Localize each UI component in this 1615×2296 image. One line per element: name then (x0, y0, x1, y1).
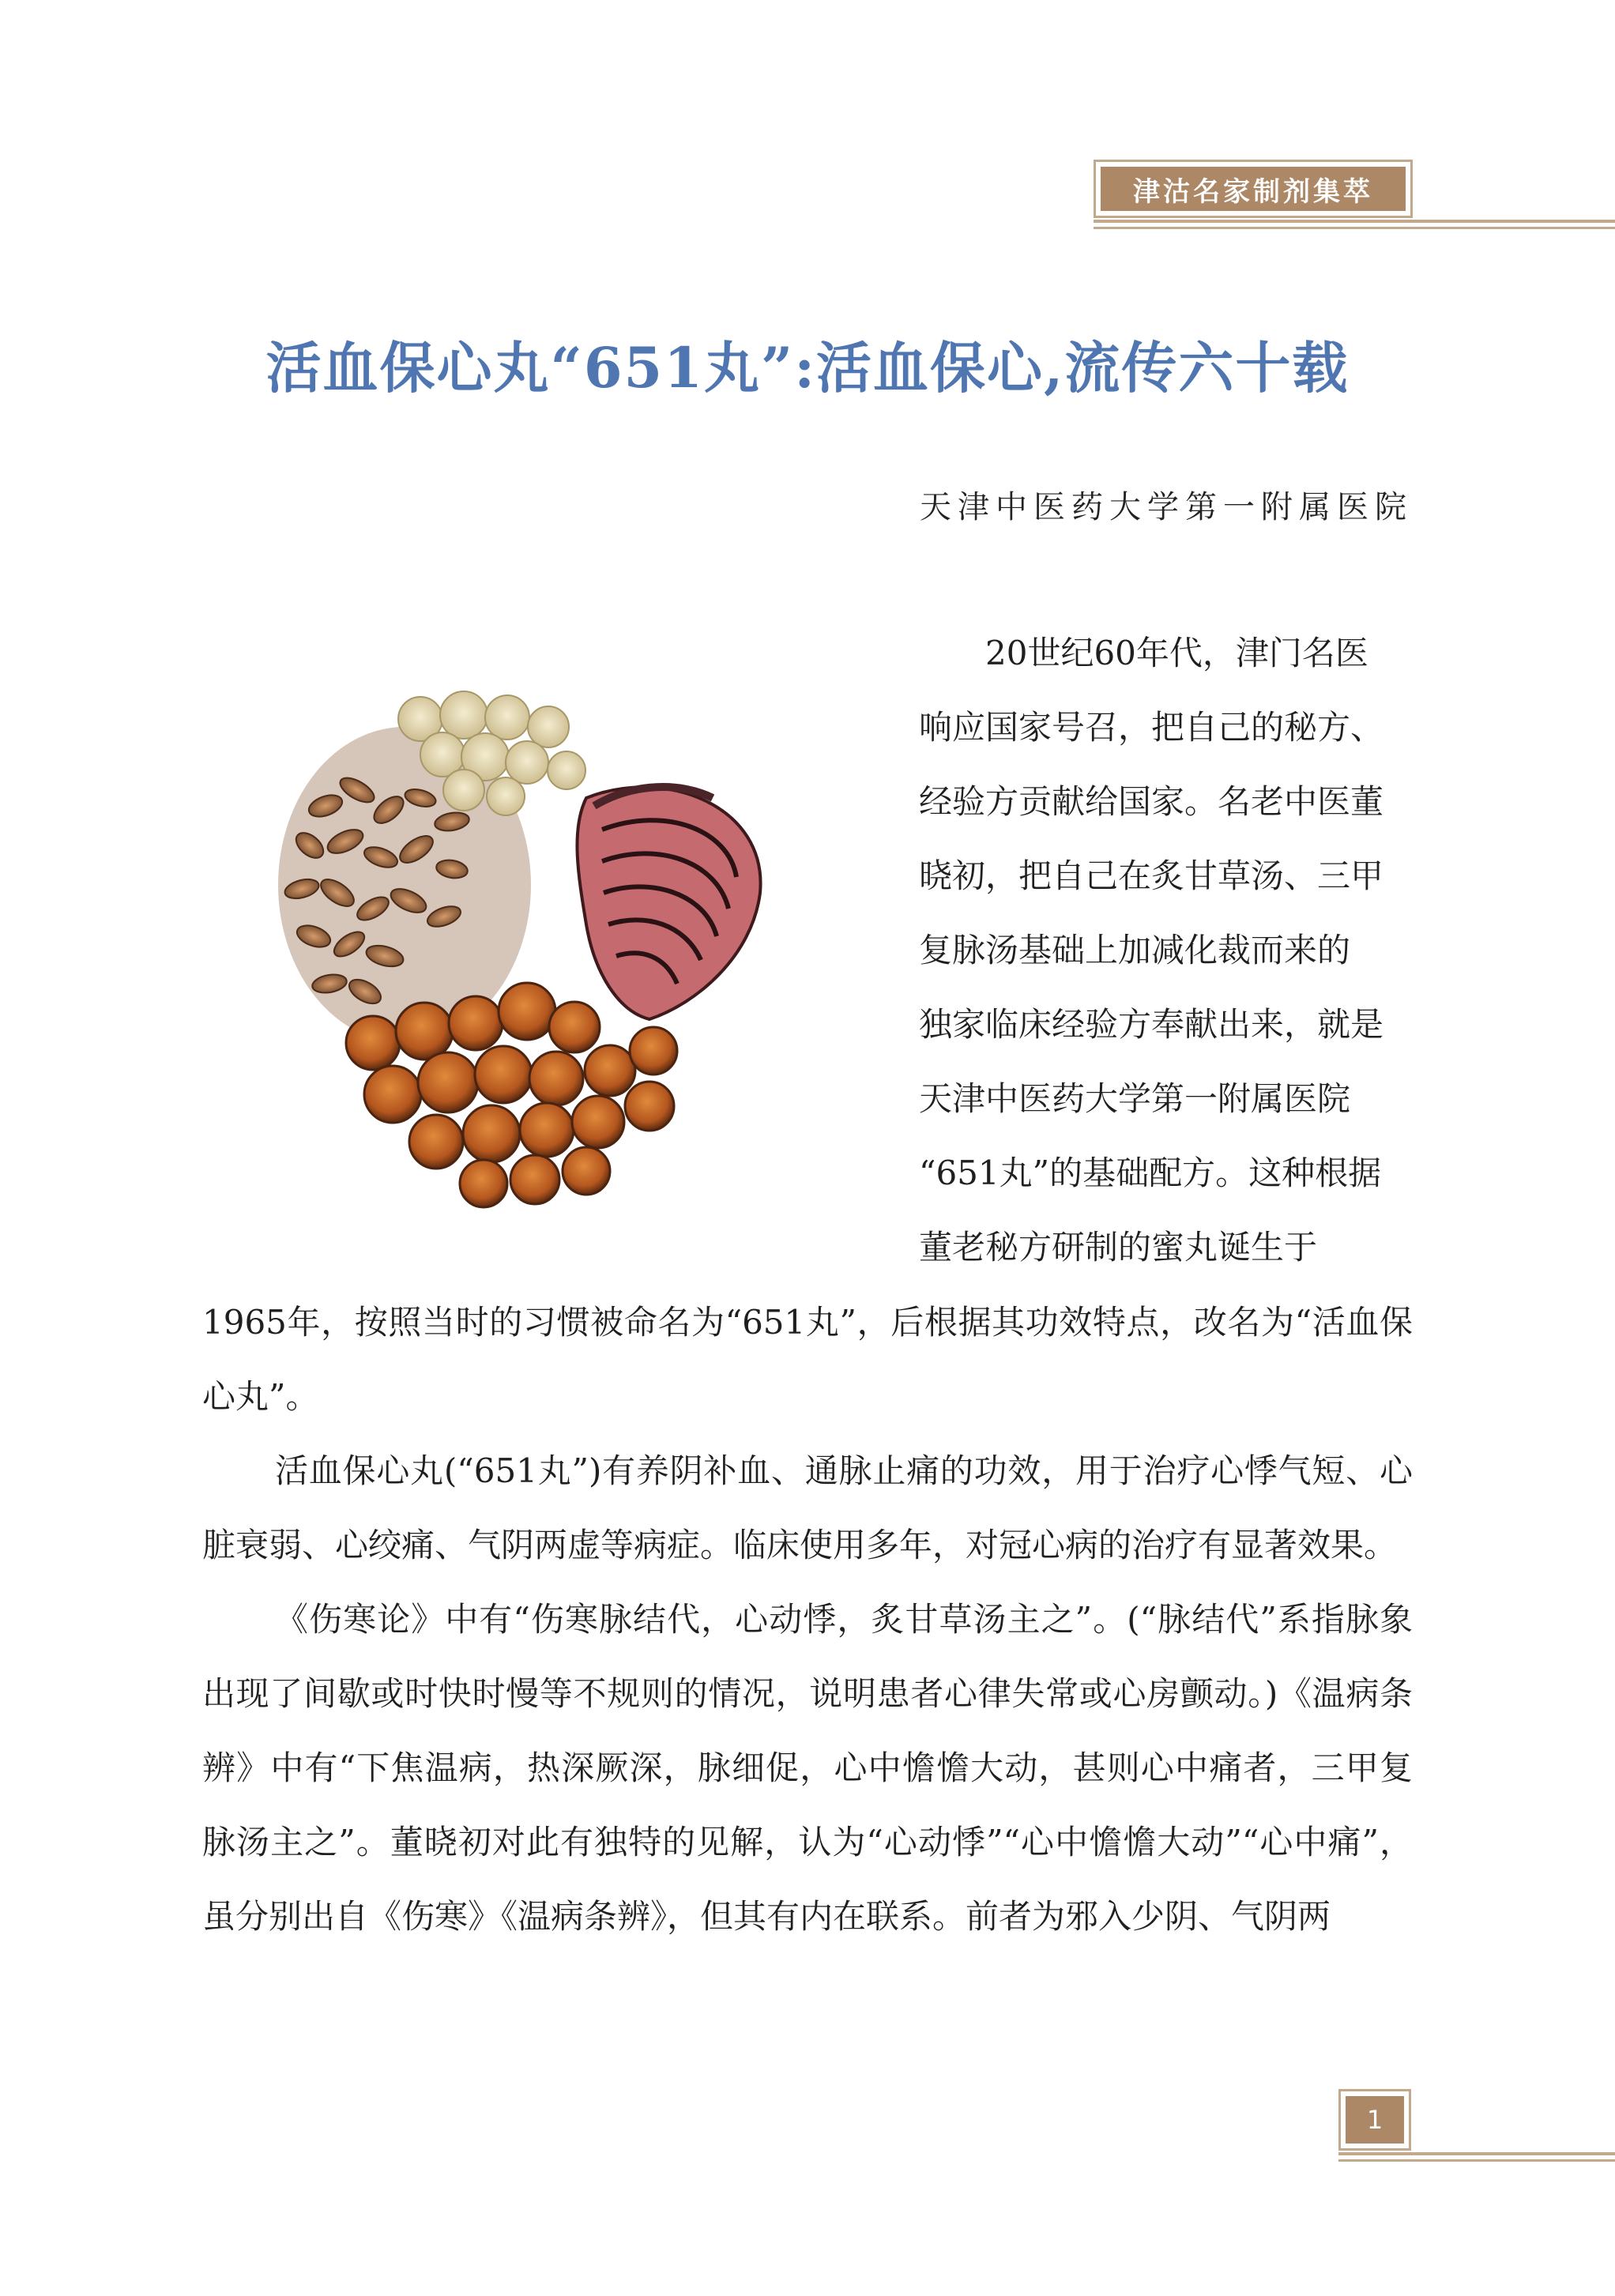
header-series-badge (1094, 160, 1413, 218)
article-affiliation: 天津中医药大学第一附属医院 (920, 489, 1413, 525)
text-line: 独家临床经验方奉献出来，就是 (919, 1005, 1384, 1044)
header-rule (1094, 220, 1615, 223)
herbal-medicine-slices-photo (254, 672, 823, 1225)
text-line: 晓初，把自己在炙甘草汤、三甲 (919, 856, 1384, 895)
text-line: 响应国家号召，把自己的秘方、 (919, 708, 1384, 747)
intro-wrap-column (919, 616, 1413, 1285)
text-line: 复脉汤基础上加减化裁而来的 (919, 931, 1351, 969)
header-rule-thin (1094, 227, 1615, 229)
body-text (202, 1285, 1413, 1954)
lingzhi-mushroom (577, 787, 760, 1019)
text-line: 董老秘方研制的蜜丸诞生于 (919, 1228, 1318, 1267)
text-line: 经验方贡献给国家。名老中医董 (919, 782, 1384, 821)
text-line: 天津中医药大学第一附属医院 (919, 1079, 1351, 1118)
footer-rule-thin (1338, 2159, 1615, 2162)
header-series-label: 津沽名家制剂集萃 (1101, 167, 1406, 211)
footer-rule (1338, 2152, 1615, 2155)
paragraph-2: 活血保心丸(“651丸”)有养阴补血、通脉止痛的功效，用于治疗心悸气短、心脏衰弱、心绞痛、气阴两虚等病症。临床使用多年，对冠心病的治疗有显著效果。 (202, 1451, 1413, 1564)
page-number-badge (1338, 2089, 1411, 2151)
paragraph-1-tail: 1965年，按照当时的习惯被命名为“651丸”，后根据其功效特点，改名为“活血保心丸”。 (202, 1303, 1413, 1416)
text-line: 20世纪60年代，津门名医 (985, 634, 1368, 672)
paragraph-3: 《伤寒论》中有“伤寒脉结代，心动悸，炙甘草汤主之”。(“脉结代”系指脉象出现了间歇或时快时慢等不规则的情况，说明患者心律失常或心房颤动。)《温病条辨》中有“下焦温病，热深厥深，脉细促，心中憺憺大动，甚则心中痛者，三甲复脉汤主之”。董晓初对此有独特的见解，认为“心动悸”“心中憺憺大动”“心中痛”，虽分别出自《伤寒》《温病条辨》，但其有内在联系。前者为邪入少阴、气阴两 (202, 1600, 1413, 1936)
article-title: 活血保心丸“651丸”:活血保心,流传六十载 (265, 335, 1350, 401)
page-number: 1 (1346, 2096, 1404, 2144)
text-line: “651丸”的基础配方。这种根据 (919, 1154, 1382, 1192)
